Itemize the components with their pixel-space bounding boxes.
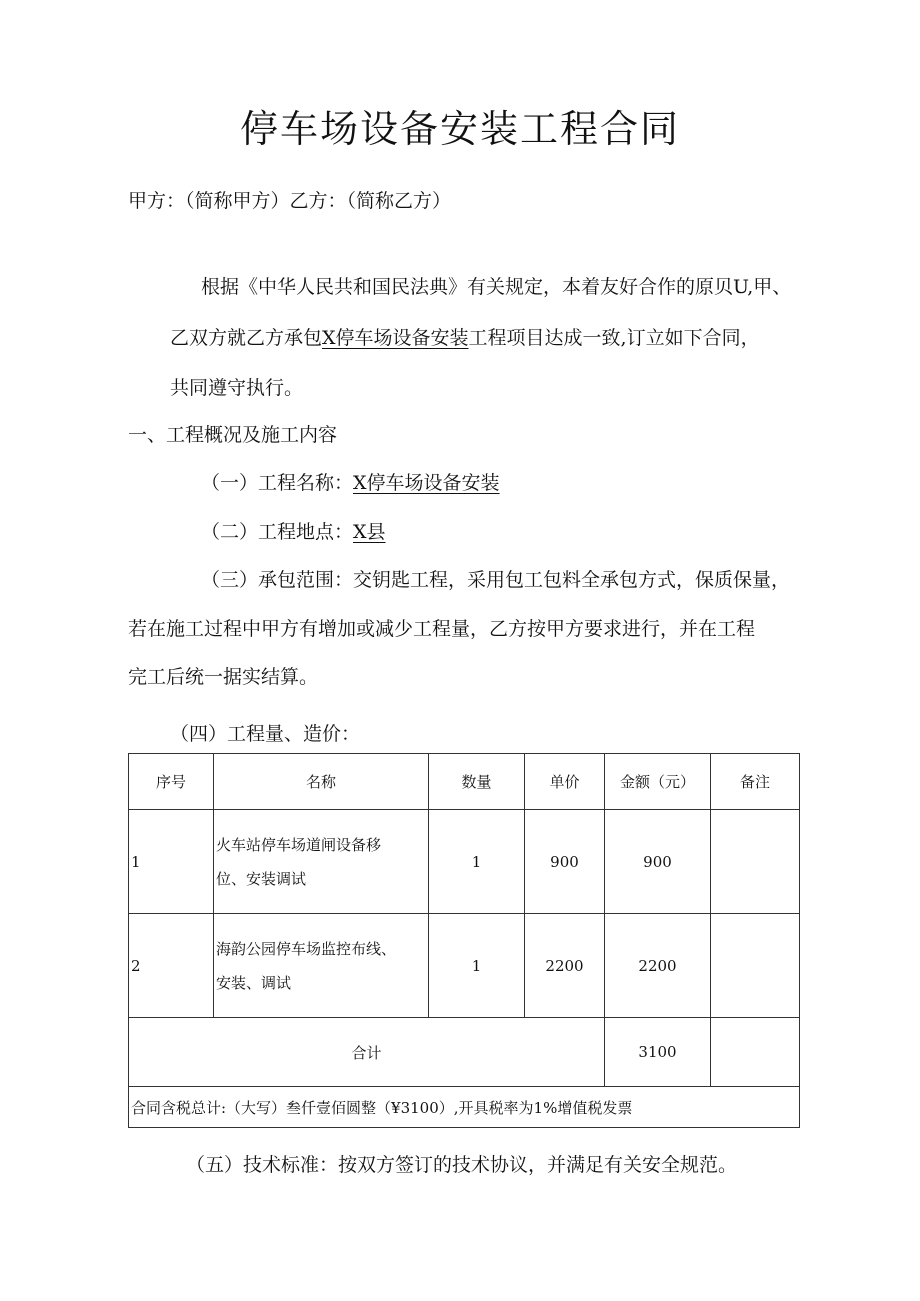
header-name: 名称 — [214, 754, 429, 810]
project-name-line — [201, 468, 500, 495]
total-remark — [711, 1018, 800, 1087]
preamble-project-name: X停车场设备安装 — [322, 327, 469, 349]
table-header-row — [129, 754, 800, 810]
header-amount: 金额（元） — [605, 754, 711, 810]
row-unit-price: 2200 — [525, 914, 605, 1018]
project-name-label: （一）工程名称： — [201, 472, 354, 494]
table-note-row — [129, 1087, 800, 1128]
parties-line: 甲方：（简称甲方）乙方：（简称乙方） — [128, 190, 452, 212]
scope-line-1: （三）承包范围：交钥匙工程，采用包工包料全承包方式，保质保量， — [201, 569, 791, 591]
row-quantity: 1 — [429, 914, 525, 1018]
row-remark — [711, 914, 800, 1018]
quantity-price-heading: （四）工程量、造价： — [170, 723, 361, 745]
row-no: 1 — [129, 810, 214, 914]
preamble-line-2 — [170, 323, 760, 350]
row-amount: 2200 — [605, 914, 711, 1018]
project-name-value: X停车场设备安装 — [353, 472, 500, 494]
row-remark — [711, 810, 800, 914]
header-no: 序号 — [129, 754, 214, 810]
row-name — [214, 914, 429, 1018]
row-name-line-1: 火车站停车场道闸设备移 — [216, 835, 382, 854]
row-name-line-2: 位、安装调试 — [216, 869, 307, 888]
row-name-line-1: 海韵公园停车场监控布线、 — [216, 939, 397, 958]
preamble-text-after: 工程项目达成一致,订立如下合同， — [468, 327, 760, 349]
table-total-row — [129, 1018, 800, 1087]
header-quantity: 数量 — [429, 754, 525, 810]
project-location-value: X县 — [353, 521, 386, 543]
header-remark: 备注 — [711, 754, 800, 810]
preamble-line-3: 共同遵守执行。 — [170, 377, 304, 399]
row-amount: 900 — [605, 810, 711, 914]
row-quantity: 1 — [429, 810, 525, 914]
scope-line-2: 若在施工过程中甲方有增加或减少工程量，乙方按甲方要求进行，并在工程 — [128, 618, 756, 640]
row-no: 2 — [129, 914, 214, 1018]
total-amount: 3100 — [605, 1018, 711, 1087]
technical-standard-line: （五）技术标准：按双方签订的技术协议，并满足有关安全规范。 — [186, 1154, 738, 1176]
scope-line-3: 完工后统一据实结算。 — [128, 666, 319, 688]
table-row — [129, 914, 800, 1018]
row-name — [214, 810, 429, 914]
preamble-line-1: 根据《中华人民共和国民法典》有关规定，本着友好合作的原贝U,甲、 — [201, 276, 792, 298]
project-location-label: （二）工程地点： — [201, 521, 354, 543]
header-unit-price: 单价 — [525, 754, 605, 810]
preamble-text-before: 乙双方就乙方承包 — [170, 327, 323, 349]
project-location-line — [201, 517, 386, 544]
contract-title: 停车场设备安装工程合同 — [239, 107, 680, 151]
section-1-heading: 一、工程概况及施工内容 — [128, 424, 338, 446]
row-unit-price: 900 — [525, 810, 605, 914]
table-row — [129, 810, 800, 914]
quantity-price-table — [128, 753, 800, 1128]
tax-total-note: 合同含税总计:（大写）叁仟壹佰圆整（¥3100）,开具税率为1%增值税发票 — [129, 1087, 800, 1128]
row-name-line-2: 安装、调试 — [216, 973, 292, 992]
total-label: 合计 — [129, 1018, 605, 1087]
